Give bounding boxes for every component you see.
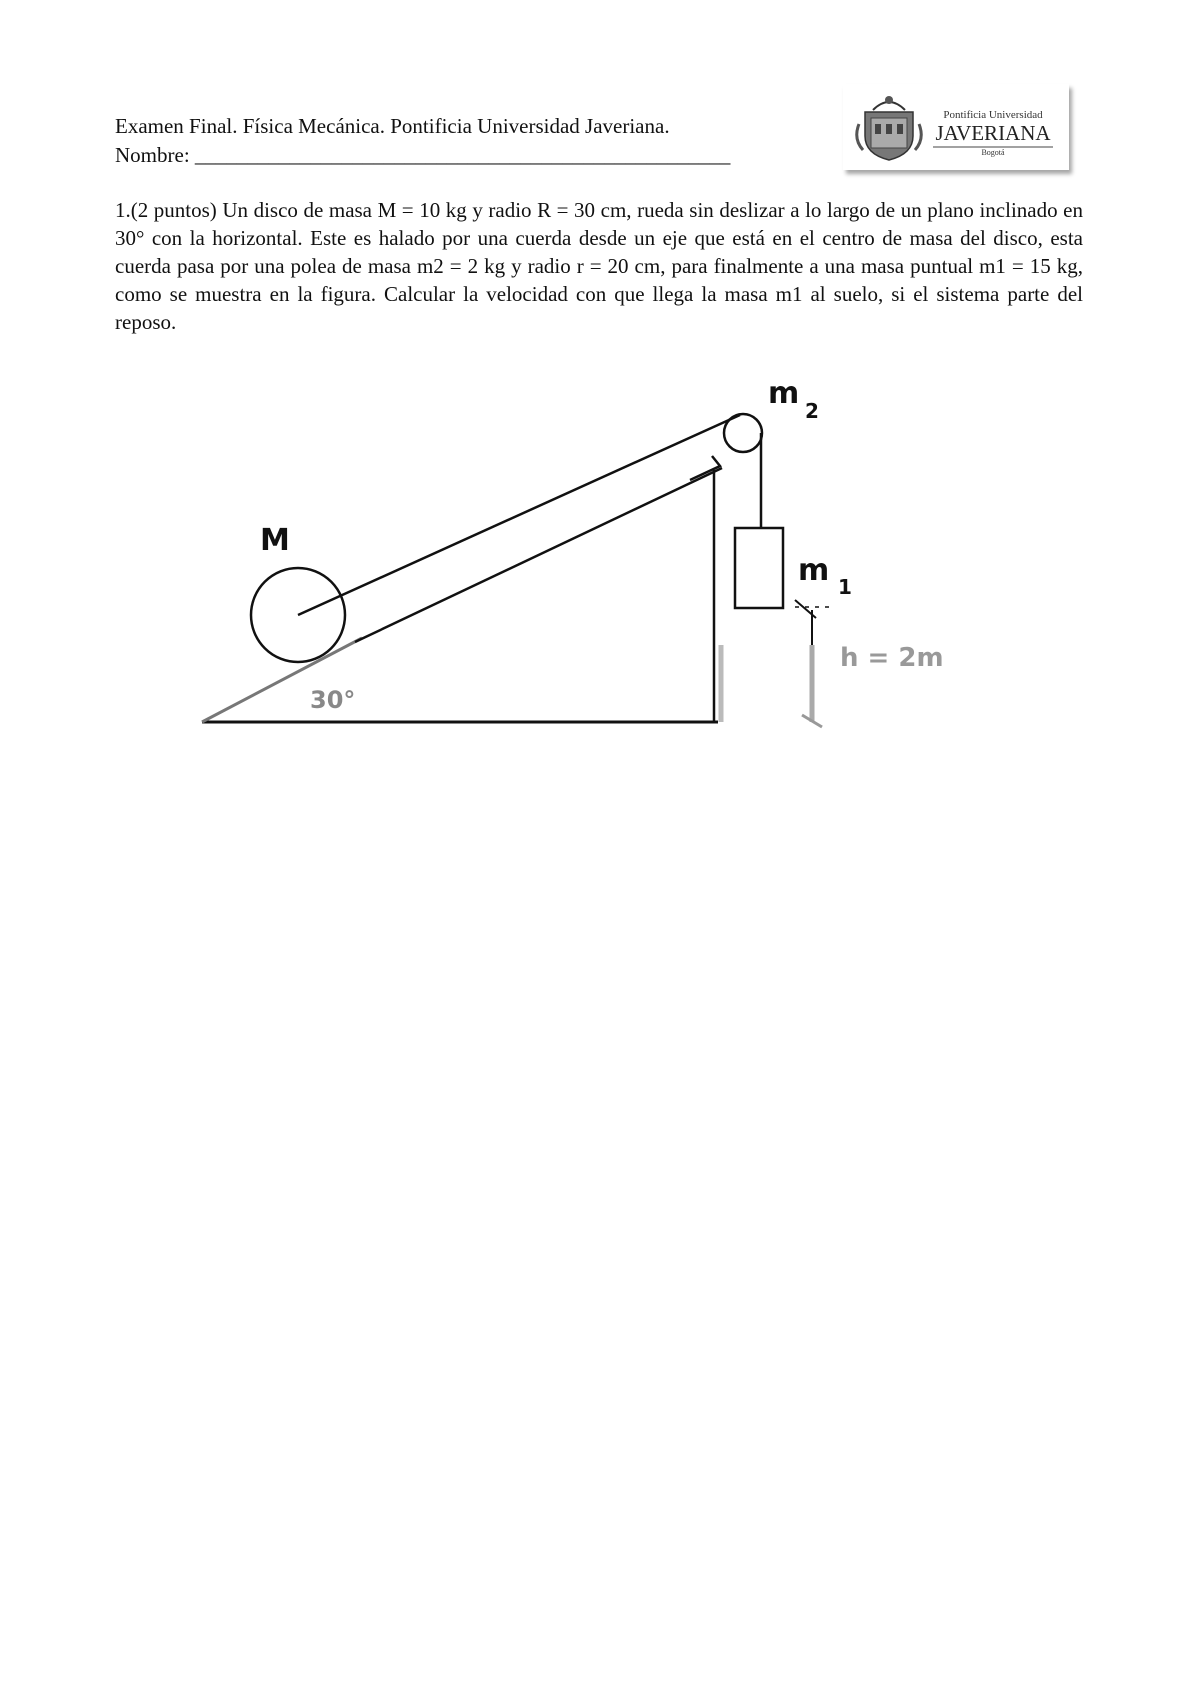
block-m1 xyxy=(735,528,783,608)
physics-figure xyxy=(190,370,1020,745)
university-logo xyxy=(843,84,1069,170)
logo-line2: JAVERIANA xyxy=(935,121,1051,145)
label-M: M xyxy=(260,523,290,558)
label-angle: 30° xyxy=(310,686,356,714)
exam-title: Examen Final. Física Mecánica. Pontificia Universidad Javeriana. xyxy=(115,114,670,138)
problem-1: 1.(2 puntos) Un disco de masa M = 10 kg y radio R = 30 cm, rueda sin deslizar a lo largo de un plano inclinado en 30° con la horizontal. Este es halado por una cuerda desde un eje que está en el centro de masa del disco, esta cuerda pasa por una polea de masa m2 = 2 kg y radio r = 20 cm, para finalmente a una masa puntual m1 = 15 kg, como se muestra en la figura. Calcular la velocidad con que llega la masa m1 al suelo, si el sistema parte del reposo. xyxy=(115,198,1083,334)
logo-line1: Pontificia Universidad xyxy=(943,109,1043,121)
rope-upper xyxy=(298,415,740,615)
exam-header xyxy=(115,112,855,170)
label-m1-sub: 1 xyxy=(838,575,852,599)
name-line: Nombre: ___________________________________________________ xyxy=(115,143,731,167)
logo-line3: Bogotá xyxy=(981,148,1005,157)
label-m2: m xyxy=(768,376,800,411)
label-m2-sub: 2 xyxy=(805,399,819,423)
rope-lower xyxy=(355,468,722,642)
pulley-m2 xyxy=(724,414,762,452)
crest-icon xyxy=(857,96,922,160)
label-m1: m xyxy=(798,553,830,588)
label-height: h = 2m xyxy=(840,643,944,673)
